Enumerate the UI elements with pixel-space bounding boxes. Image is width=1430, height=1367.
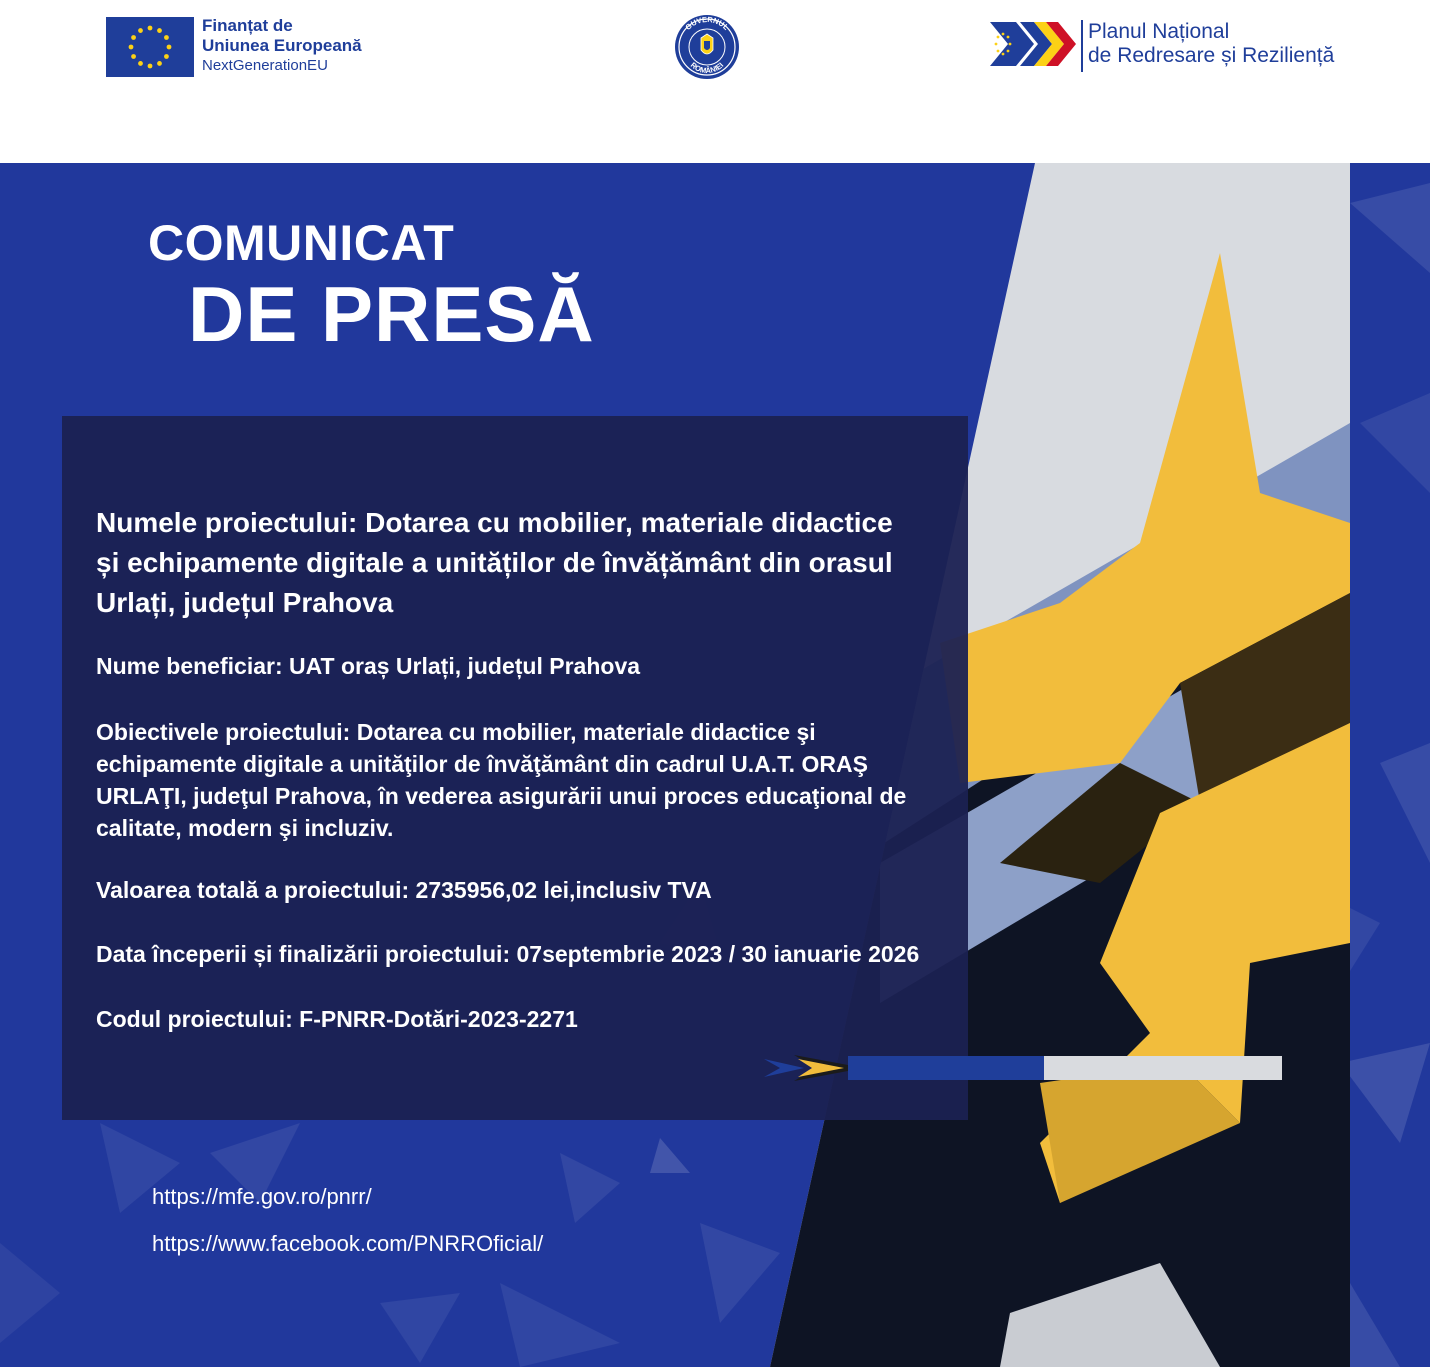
facebook-pnrr-link[interactable]: https://www.facebook.com/PNRROficial/ [152, 1231, 544, 1256]
mfe-pnrr-link[interactable]: https://mfe.gov.ro/pnrr/ [152, 1184, 372, 1209]
government-seal-icon [674, 14, 740, 80]
eu-funding-text [202, 16, 362, 76]
eu-star [131, 35, 136, 40]
eu-star [157, 61, 162, 66]
project-dates-text: Data începerii și finalizării proiectului: 07septembrie 2023 / 30 ianuarie 2026 [96, 941, 920, 967]
eu-line-1: Finanțat de [202, 16, 293, 35]
pnrr-arrows-logo-icon [990, 20, 1080, 68]
pnrr-title [1088, 20, 1334, 68]
eu-star [129, 45, 134, 50]
eu-star [138, 28, 143, 33]
eu-star [164, 54, 169, 59]
objectives-text: Obiectivele proiectului: Dotarea cu mobilier, materiale didactice şi echipamente digitale a unităţilor de învăţământ din cadrul U.A.T. ORAŞ URLAŢI, judeţul Prahova, în vederea asigurării unui proces educaţional de calitate, modern şi incluziv. [96, 719, 907, 841]
progress-arrow-bar [764, 1051, 1284, 1085]
eu-star [164, 35, 169, 40]
project-name-text: Numele proiectului: Dotarea cu mobilier, materiale didactice și echipamente digitale a unităților de învățământ din orasul Urlați, județul Prahova [96, 507, 893, 618]
eu-star [138, 61, 143, 66]
eu-star [157, 28, 162, 33]
title-line-2: DE PRESĂ [188, 270, 595, 358]
eu-line-3: NextGenerationEU [202, 57, 328, 74]
press-release-banner [0, 163, 1430, 1367]
svg-text:GUVERNUL: GUVERNUL [683, 14, 731, 32]
pnrr-line-2: de Redresare și Reziliență [1088, 44, 1335, 67]
total-value-text: Valoarea totală a proiectului: 2735956,02 lei,inclusiv TVA [96, 877, 712, 903]
eu-line-2: Uniunea Europeană [202, 36, 362, 55]
svg-text:ROMÂNIEI: ROMÂNIEI [688, 60, 726, 76]
eu-flag-icon [106, 17, 194, 77]
eu-star [148, 26, 153, 31]
eu-star [131, 54, 136, 59]
pnrr-divider [1081, 20, 1083, 72]
header [0, 0, 1430, 163]
beneficiary-text: Nume beneficiar: UAT oraș Urlați, județul Prahova [96, 653, 641, 679]
project-code-text: Codul proiectului: F-PNRR-Dotări-2023-2271 [96, 1006, 578, 1032]
eu-star [148, 64, 153, 69]
eu-star [167, 45, 172, 50]
pnrr-line-1: Planul Național [1088, 20, 1230, 43]
title-line-1: COMUNICAT [148, 215, 455, 271]
